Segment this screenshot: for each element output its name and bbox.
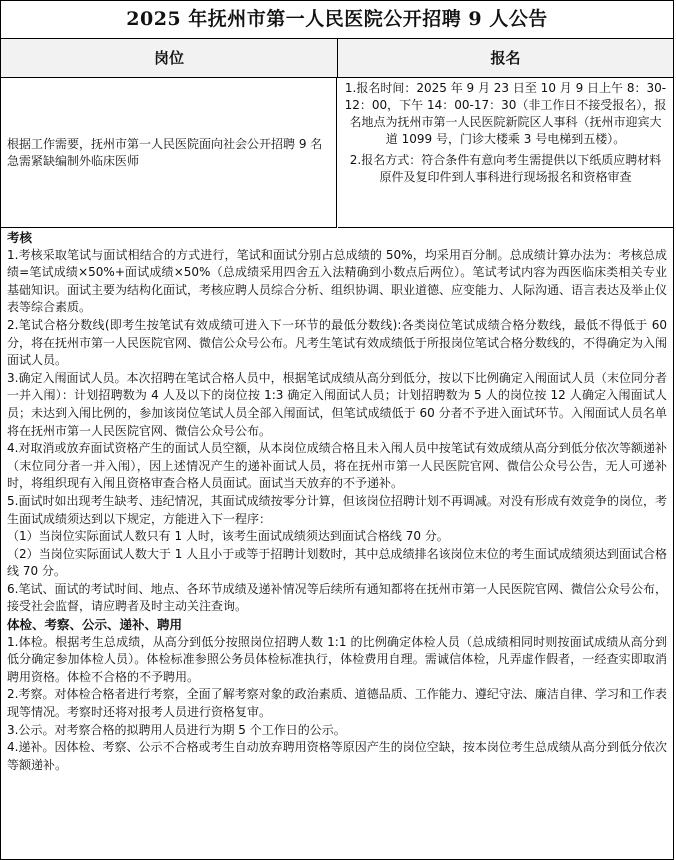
exam-item: 5.面试时如出现考生缺考、违纪情况，其面试成绩按零分计算，但该岗位招聘计划不再调减。对没有形成有效竞争的岗位，考生面试成绩须达到以下规定，方能进入下一程序： [7,493,667,526]
signup-time-text: 1.报名时间：2025 年 9 月 23 日至 10 月 9 日上午 8：30-12：00，下午 14：00-17：30（非工作日不接受报名），报名地点为抚州市第一人民医院新院区人事科（抚州市迎宾大道 1099 号，门诊大楼乘 3 号电梯到五楼）。 [344,81,667,146]
exam-heading: 考核 [7,230,33,245]
signup-cell [338,78,673,228]
hire-heading: 体检、考察、公示、递补、聘用 [7,617,183,633]
body-section [1,229,673,774]
hire-item: 4.递补。因体检、考察、公示不合格或考生自动放弃聘用资格等原因产生的岗位空缺，按本岗位考生总成绩从高分到低分依次等额递补。 [7,740,667,772]
exam-item: 4.对取消或放弃面试资格产生的面试人员空额，从本岗位成绩合格且未入闱人员中按笔试有效成绩从高分到低分依次等额递补（末位同分者一并入闱），因上述情况产生的递补面试人员，将在抚州市第一人民医院官网、微信公众号公告，无人可递补时，将组织现有入闱且资格审查合格人员面试。面试当天放弃的不予递补。 [7,441,667,491]
column-header-position: 岗位 [1,39,338,78]
hire-item: 1.体检。根据考生总成绩，从高分到低分按照岗位招聘人数 1:1 的比例确定体检人员（总成绩相同时则按面试成绩从高分到低分确定参加体检人员）。体检标准参照公务员体检标准执行，体检费用自理。需诚信体检，凡弄虚作假者，一经查实即取消聘用资格。体检不合格的不予聘用。 [7,634,667,684]
exam-item: 1.考核采取笔试与面试相结合的方式进行，笔试和面试分别占总成绩的 50%，均采用百分制。总成绩计算办法为：考核总成绩=笔试成绩×50%+面试成绩×50%（总成绩采用四舍五入法精确到小数点后两位）。笔试考试内容为西医临床类相关专业基础知识。面试主要为结构化面试，考核应聘人员综合分析、组织协调、职业道德、应变能力、人际沟通、语言表达及举止仪表等综合素质。 [7,247,668,315]
exam-item: 3.确定入闱面试人员。本次招聘在笔试合格人员中，根据笔试成绩从高分到低分，按以下比例确定入闱面试人员（末位同分者一并入闱）：计划招聘数为 4 人及以下的岗位按 1:3 确定入闱面试人员；计划招聘数为 5 人的岗位按 12 人确定入闱面试人员；未达到入闱比例的，参加该岗位笔试人员全部入闱面试，但笔试成绩低于 60 分者不予进入面试环节。入闱面试人员名单将在抚州市第一人民医院官网、微信公众号公布。 [7,370,667,438]
column-header-signup: 报名 [338,39,673,78]
signup-method-text: 2.报名方式：符合条件有意向考生需提供以下纸质应聘材料原件及复印件到人事科进行现场报名和资格审查 [349,153,662,184]
position-cell [1,78,337,228]
exam-item: （1）当岗位实际面试人数只有 1 人时，该考生面试成绩须达到面试合格线 70 分。 [7,529,449,544]
exam-item: 2.笔试合格分数线(即考生按笔试有效成绩可进入下一环节的最低分数线):各类岗位笔试成绩合格分数线，最低不得低于 60 分，将在抚州市第一人民医院官网、微信公众号公布。凡考生笔试有效成绩低于所报岗位笔试合格分数线的，不得确定为入闱面试人员。 [7,317,668,368]
exam-item: （2）当岗位实际面试人数大于 1 人且小于或等于招聘计划数时，其中总成绩排名该岗位末位的考生面试成绩须达到面试合格线 70 分。 [7,546,667,579]
hire-item: 3.公示。对考察合格的拟聘用人员进行为期 5 个工作日的公示。 [7,722,346,737]
page-title: 2025 年抚州市第一人民医院公开招聘 9 人公告 [1,1,673,39]
exam-item: 6.笔试、面试的考试时间、地点、各环节成绩及递补情况等后续所有通知都将在抚州市第一人民医院官网、微信公众号公布，接受社会监督，请应聘者及时主动关注查询。 [7,581,667,614]
hire-item: 2.考察。对体检合格者进行考察，全面了解考察对象的政治素质、道德品质、工作能力、遵纪守法、廉洁自律、学习和工作表现等情况。考察时还将对报考人员进行资格复审。 [7,687,667,720]
position-text: 根据工作需要，抚州市第一人民医院面向社会公开招聘 9 名急需紧缺编制外临床医师 [7,136,323,168]
